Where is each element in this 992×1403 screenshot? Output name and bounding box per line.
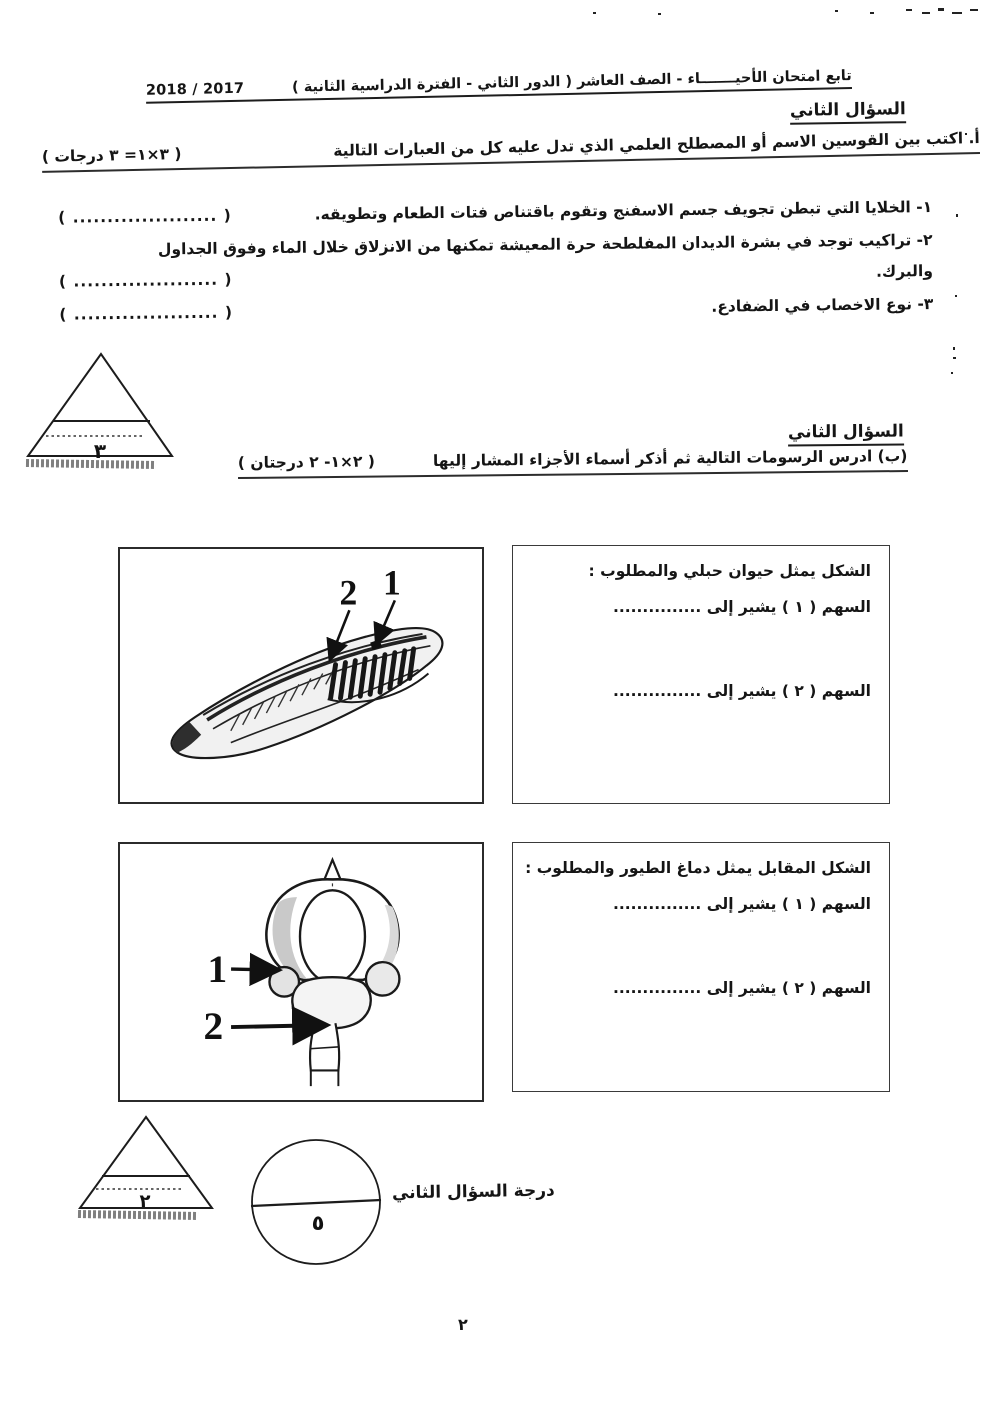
scan-noise-dot: [658, 13, 661, 15]
section-b-heading: السؤال الثاني: [788, 421, 904, 446]
scan-noise-dot: [953, 347, 955, 350]
item-2-answer-blank: ( ..................... ): [58, 270, 233, 291]
scan-noise-dot: [953, 357, 956, 359]
triangle-shaded-base: [26, 463, 156, 465]
bird-brain-cerebellum: [292, 977, 370, 1028]
page-number: ٢: [458, 1315, 468, 1334]
scan-noise-dot: [835, 10, 838, 12]
prompt1-arrow2-line: السهم ( ٢ ) يشير إلى ...............: [612, 682, 871, 700]
figure1-label-1: 1: [382, 562, 401, 603]
section-b-instruction: (ب) ادرس الرسومات التالية ثم أذكر أسماء الأجزاء المشار إليها: [433, 447, 908, 470]
exam-header-title: تابع امتحان الأحيـــــــاء - الصف العاشر ( الدور الثاني - الفترة الدراسية الثانية ): [291, 68, 852, 96]
scan-noise-dot: [970, 9, 978, 11]
scan-noise-dot: [870, 12, 874, 14]
figure2-label-2: 2: [203, 1003, 224, 1048]
prompt-box-chordate: [512, 545, 890, 804]
item-3: [59, 294, 933, 326]
item-2-line-1: [58, 230, 932, 262]
score-triangle-section-b: [76, 1114, 218, 1222]
item-2-text-continued: والبرك.: [875, 261, 934, 281]
item-3-answer-blank: ( ..................... ): [59, 303, 234, 324]
prompt-box-bird-brain: [512, 842, 890, 1092]
bird-brain-hemispheres: [300, 890, 365, 983]
figure-box-bird-brain: [118, 842, 484, 1102]
figure-box-chordate: [118, 547, 484, 804]
scan-noise-dot: [956, 214, 958, 217]
scan-noise-dot: [951, 372, 953, 374]
bird-brain-optic-lobe-right: [366, 962, 399, 995]
section-a-heading: السؤال الثاني: [790, 99, 906, 125]
prompt2-arrow2-line: السهم ( ٢ ) يشير إلى ...............: [612, 979, 871, 997]
scan-noise-dot: [593, 12, 596, 14]
bird-brain-drawing: [120, 844, 478, 1096]
item-1: [58, 197, 932, 229]
scan-noise-dot: [906, 9, 912, 11]
total-score-circle: [248, 1136, 386, 1270]
item-2-text: ٢- تراكيب توجد في بشرة الديدان المفلطحة حرة المعيشة تمكنها من الانزلاق خلال الماء وفوق الجداول: [157, 230, 933, 259]
amphioxus-drawing: [120, 549, 478, 798]
scan-noise-dot: [952, 12, 962, 14]
score-triangle-b-value: ٢: [139, 1191, 151, 1212]
scan-noise-dot: [922, 12, 930, 14]
prompt2-arrow1-line: السهم ( ١ ) يشير إلى ...............: [612, 895, 871, 913]
section-a-marks: ( ٣×١= ٣ درجات ): [41, 145, 182, 166]
bird-brain-spinal-cord: [311, 1070, 339, 1086]
section-a-items: [58, 197, 934, 337]
exam-header: [146, 68, 852, 104]
figure2-label-1: 1: [207, 946, 228, 991]
item-1-answer-blank: ( ..................... ): [58, 206, 232, 227]
prompt1-arrow1-line: السهم ( ١ ) يشير إلى ...............: [612, 598, 871, 616]
section-a-instruction-line: [42, 129, 980, 173]
figure1-label-2: 2: [339, 572, 358, 613]
figure2-arrow-2: [231, 1025, 324, 1027]
item-2-line-2: [59, 261, 933, 293]
score-triangle-section-a: [24, 350, 178, 472]
amphioxus-body-outline: [172, 628, 443, 758]
scan-noise-dot: [938, 8, 944, 11]
triangle-shaded-base: [78, 1214, 198, 1216]
prompt2-title: الشكل المقابل يمثل دماغ الطيور والمطلوب :: [525, 859, 871, 877]
prompt1-title: الشكل يمثل حيوان حبلي والمطلوب :: [588, 562, 871, 580]
scan-noise-dot: [955, 295, 957, 297]
section-b-instruction-line: [238, 447, 908, 479]
score-triangle-a-value: ٣: [93, 439, 107, 463]
total-score-label: درجة السؤال الثاني: [391, 1180, 555, 1204]
item-1-text: ١- الخلايا التي تبطن تجويف جسم الاسفنج وتقوم باقتناص فتات الطعام وتطويقه.: [314, 197, 933, 224]
exam-header-year: 2017 / 2018: [145, 80, 245, 99]
item-3-text: ٣- نوع الاخصاب في الضفادع.: [711, 294, 934, 316]
figure2-arrow-1: [231, 969, 276, 970]
section-a-instruction: أ. اكتب بين القوسين الاسم أو المصطلح العلمي الذي تدل عليه كل من العبارات التالية: [333, 129, 980, 160]
total-score-value: ٥: [311, 1211, 325, 1235]
section-b-marks: ( ٢×١- ٢ درجتان ): [238, 452, 376, 473]
